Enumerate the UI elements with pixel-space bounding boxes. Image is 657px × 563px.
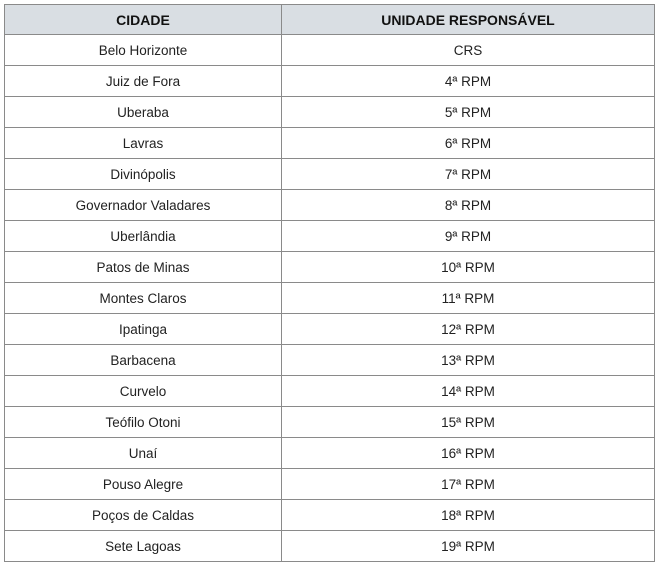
unit-cell: 10ª RPM [282,252,655,283]
city-cell: Unaí [5,438,282,469]
table-row [5,35,655,66]
unit-cell: 16ª RPM [282,438,655,469]
cities-units-table [4,4,655,562]
table-row [5,66,655,97]
city-cell: Governador Valadares [5,190,282,221]
unit-cell: 4ª RPM [282,66,655,97]
city-cell: Montes Claros [5,283,282,314]
city-cell: Barbacena [5,345,282,376]
header-row [5,5,655,35]
unit-cell: CRS [282,35,655,66]
table-row [5,531,655,562]
table-row [5,314,655,345]
unit-cell: 9ª RPM [282,221,655,252]
table-row [5,190,655,221]
unit-cell: 15ª RPM [282,407,655,438]
city-cell: Lavras [5,128,282,159]
unit-cell: 7ª RPM [282,159,655,190]
city-cell: Belo Horizonte [5,35,282,66]
table-row [5,252,655,283]
unit-cell: 14ª RPM [282,376,655,407]
city-cell: Ipatinga [5,314,282,345]
unit-cell: 5ª RPM [282,97,655,128]
unit-cell: 13ª RPM [282,345,655,376]
unit-cell: 6ª RPM [282,128,655,159]
city-cell: Sete Lagoas [5,531,282,562]
city-cell: Curvelo [5,376,282,407]
unit-cell: 19ª RPM [282,531,655,562]
city-cell: Divinópolis [5,159,282,190]
header-unidade-responsavel: UNIDADE RESPONSÁVEL [282,5,655,35]
city-cell: Teófilo Otoni [5,407,282,438]
city-cell: Uberlândia [5,221,282,252]
city-cell: Juiz de Fora [5,66,282,97]
unit-cell: 11ª RPM [282,283,655,314]
unit-cell: 8ª RPM [282,190,655,221]
table-row [5,221,655,252]
table-header [5,5,655,35]
table-row [5,283,655,314]
table-row [5,128,655,159]
table-row [5,438,655,469]
table-row [5,159,655,190]
header-cidade: CIDADE [5,5,282,35]
city-cell: Pouso Alegre [5,469,282,500]
city-cell: Uberaba [5,97,282,128]
city-cell: Patos de Minas [5,252,282,283]
unit-cell: 12ª RPM [282,314,655,345]
table-body [5,35,655,562]
table-row [5,469,655,500]
table-row [5,376,655,407]
unit-cell: 17ª RPM [282,469,655,500]
table-row [5,97,655,128]
table-row [5,500,655,531]
unit-cell: 18ª RPM [282,500,655,531]
table-row [5,407,655,438]
city-cell: Poços de Caldas [5,500,282,531]
table-row [5,345,655,376]
